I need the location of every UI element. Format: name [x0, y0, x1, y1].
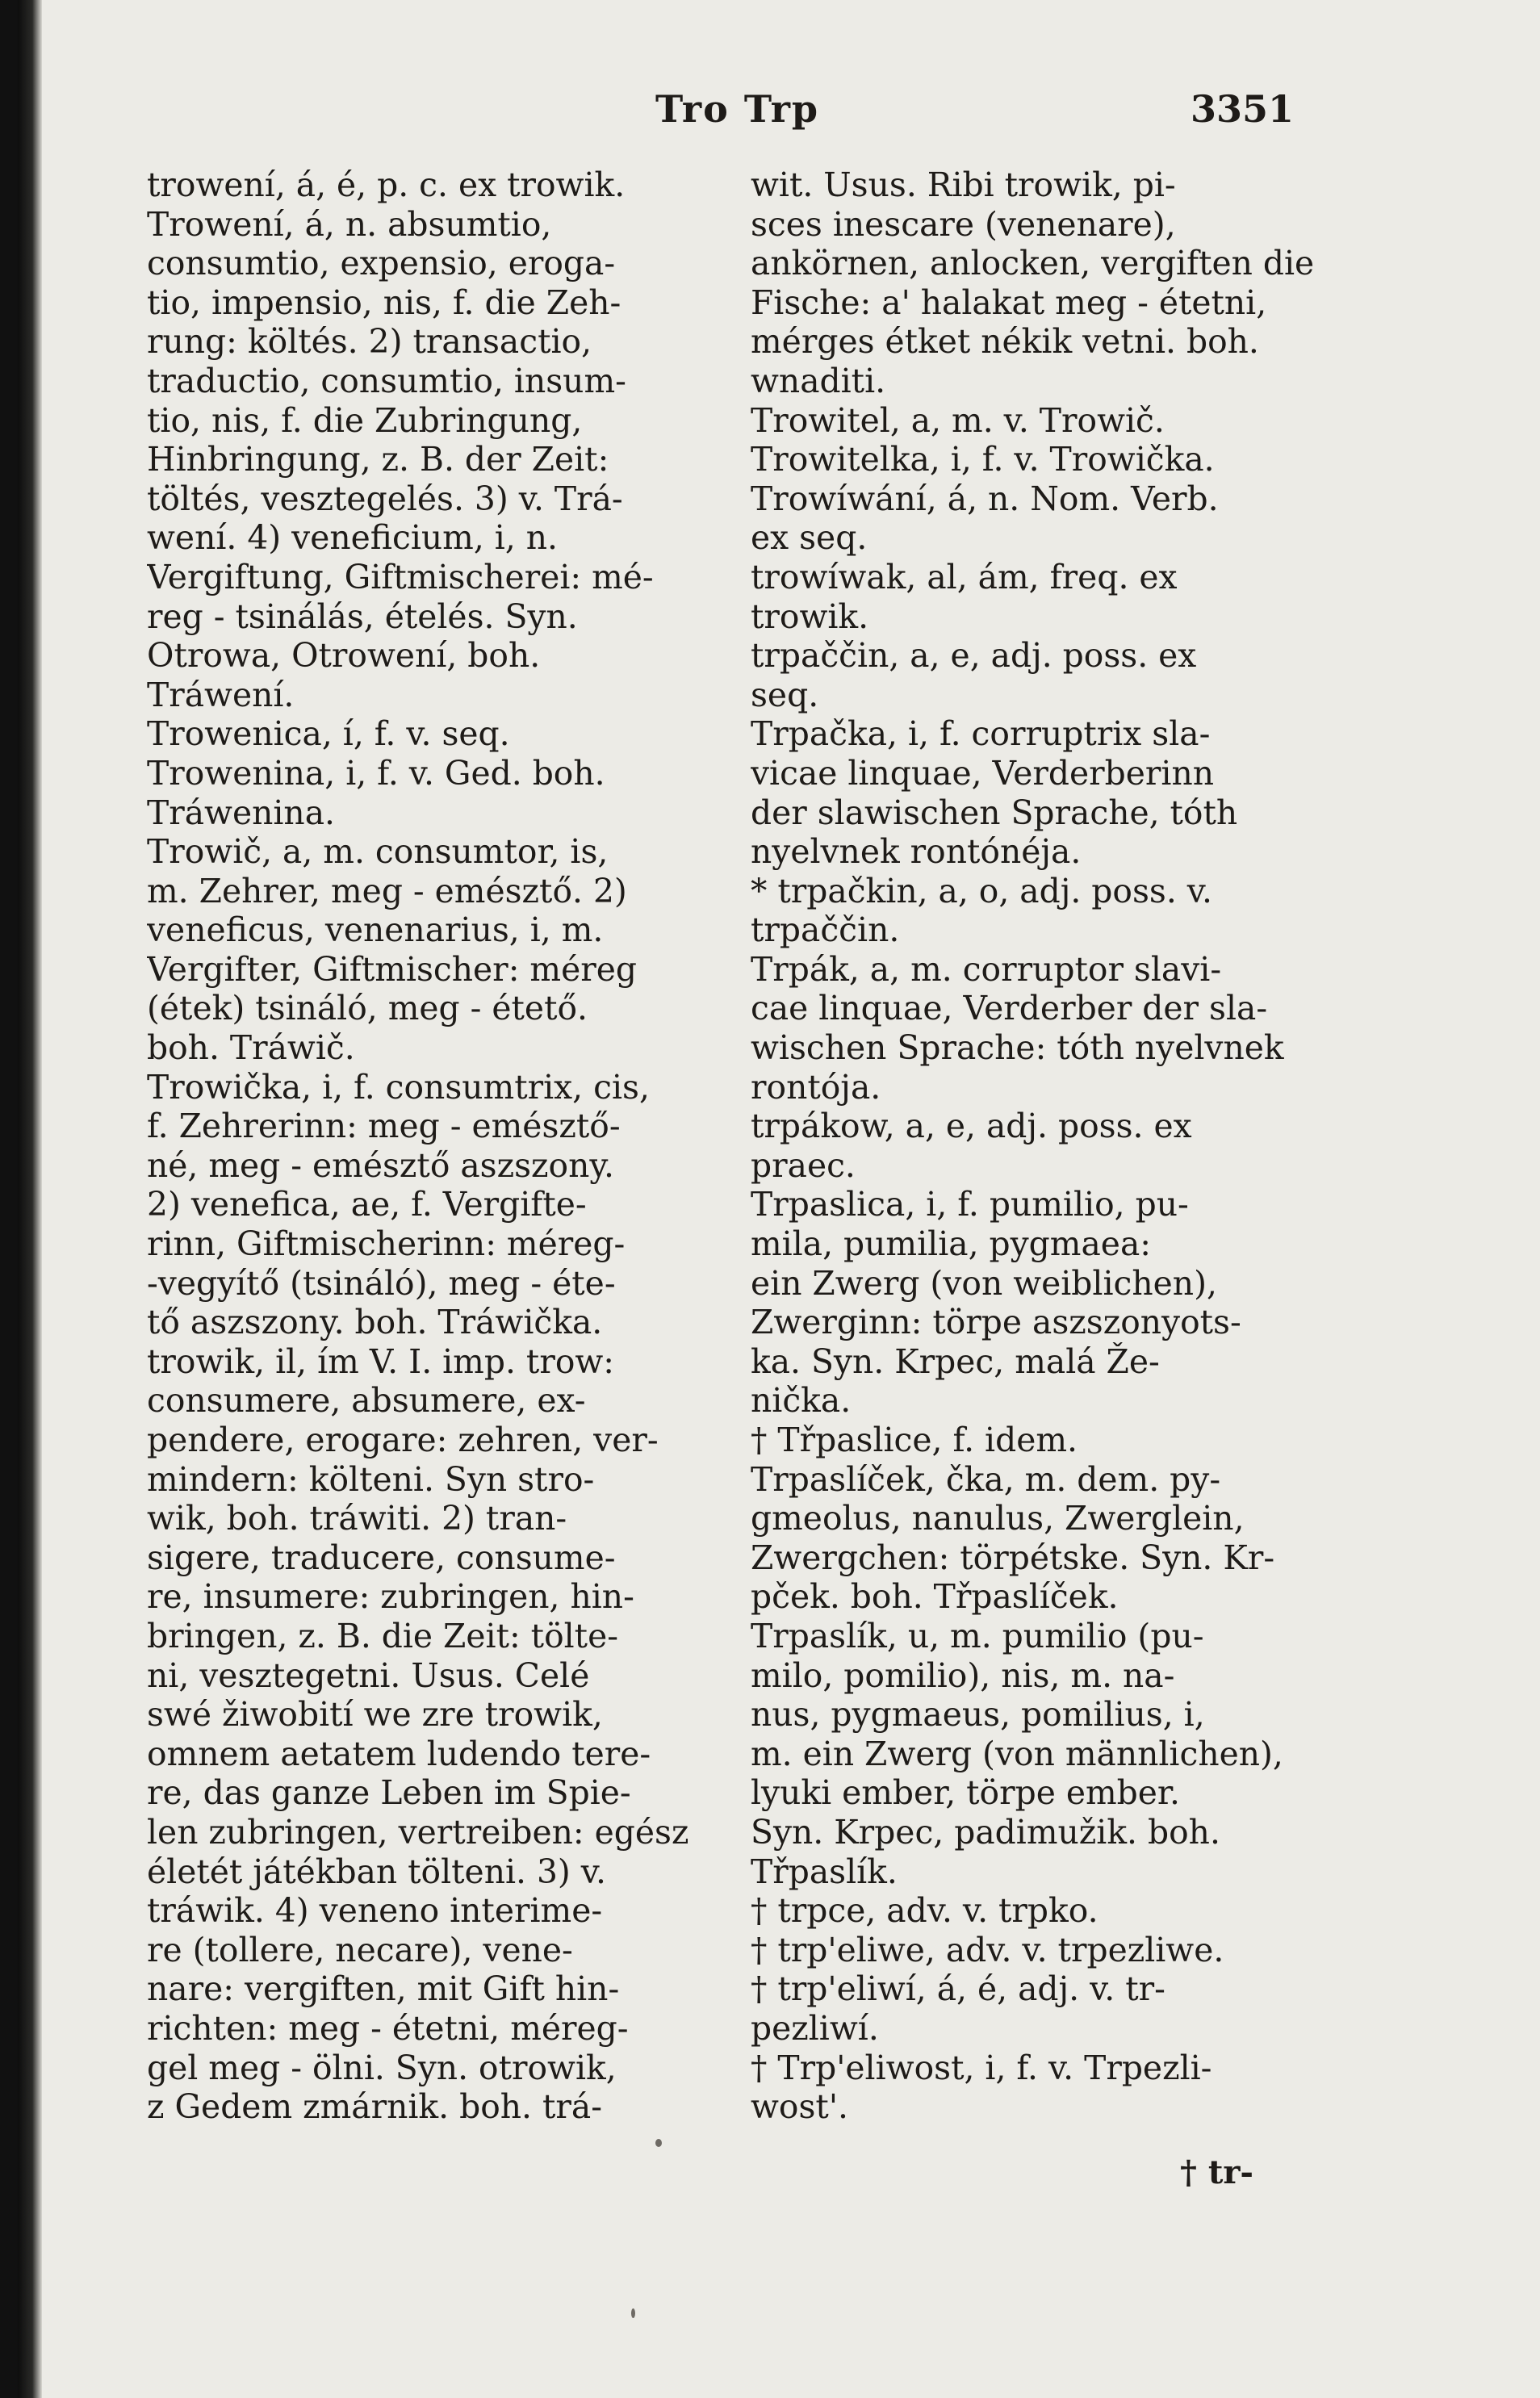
- dictionary-line: ein Zwerg (von weiblichen),: [751, 1263, 1217, 1303]
- dictionary-line: pček. boh. Třpaslíček.: [751, 1577, 1119, 1617]
- dictionary-line: Otrowa, Otrowení, boh.: [147, 636, 541, 676]
- page-header: [18, 87, 1540, 136]
- dictionary-line: Trowitel, a, m. v. Trowič.: [751, 400, 1165, 440]
- dictionary-line: Syn. Krpec, padimužik. boh.: [751, 1812, 1220, 1852]
- dictionary-line: † Třpaslice, f. idem.: [751, 1421, 1078, 1459]
- dictionary-line: ankörnen, anlocken, vergiften die: [751, 244, 1315, 283]
- dictionary-line: * trpačkin, a, o, adj. poss. v.: [751, 871, 1212, 910]
- dictionary-line: tio, impensio, nis, f. die Zeh-: [147, 282, 621, 322]
- dictionary-line: omnem aetatem ludendo tere-: [147, 1734, 651, 1773]
- dictionary-line: ex seq.: [751, 518, 868, 558]
- dictionary-line: † trp'eliwí, á, é, adj. v. tr-: [751, 1969, 1165, 2009]
- dictionary-line: Vergifter, Giftmischer: méreg: [147, 949, 637, 989]
- dictionary-line: életét játékban tölteni. 3) v.: [147, 1852, 606, 1891]
- dictionary-line: vicae linquae, Verderberinn: [751, 753, 1215, 793]
- dictionary-line: † trpce, adv. v. trpko.: [751, 1891, 1099, 1931]
- dictionary-line: bringen, z. B. die Zeit: tölte-: [147, 1616, 619, 1655]
- dictionary-line: wení. 4) veneficium, i, n.: [147, 518, 559, 558]
- dictionary-line: sces inescare (venenare),: [751, 204, 1176, 244]
- dictionary-line: wischen Sprache: tóth nyelvnek: [751, 1028, 1284, 1068]
- dictionary-line: nyelvnek rontónéja.: [751, 832, 1082, 872]
- dictionary-line: sigere, traducere, consume-: [147, 1538, 616, 1577]
- dictionary-line: mila, pumilia, pygmaea:: [751, 1224, 1152, 1264]
- right-column: [751, 165, 1332, 2127]
- dictionary-line: Zwerginn: törpe aszszonyots-: [751, 1303, 1241, 1342]
- dictionary-line: veneficus, venenarius, i, m.: [147, 910, 604, 950]
- dictionary-line: wit. Usus. Ribi trowik, pi-: [751, 165, 1176, 204]
- dictionary-line: né, meg - emésztő aszszony.: [147, 1145, 614, 1185]
- running-head: Tro Trp: [655, 87, 820, 131]
- dictionary-line: trowik.: [751, 596, 869, 636]
- dictionary-line: töltés, vesztegelés. 3) v. Trá-: [147, 479, 623, 518]
- dictionary-line: pezliwí.: [751, 2008, 879, 2048]
- dictionary-line: gel meg - ölni. Syn. otrowik,: [147, 2048, 617, 2087]
- dictionary-line: Vergiftung, Giftmischerei: mé-: [147, 557, 654, 596]
- dictionary-line: Trpák, a, m. corruptor slavi-: [751, 949, 1222, 989]
- dictionary-line: Tráwenina.: [147, 793, 335, 832]
- dictionary-line: re (tollere, necare), vene-: [147, 1930, 573, 1969]
- dictionary-line: nare: vergiften, mit Gift hin-: [147, 1969, 620, 2009]
- scanned-page: [18, 0, 1540, 2398]
- dictionary-line: 2) venefica, ae, f. Vergifte-: [147, 1185, 587, 1224]
- dictionary-line: der slawischen Sprache, tóth: [751, 793, 1238, 832]
- dictionary-line: consumtio, expensio, eroga-: [147, 244, 616, 283]
- dictionary-line: len zubringen, vertreiben: egész: [147, 1812, 689, 1852]
- dictionary-line: mindern: költeni. Syn stro-: [147, 1459, 595, 1499]
- dictionary-line: reg - tsinálás, ételés. Syn.: [147, 596, 578, 636]
- dictionary-line: ka. Syn. Krpec, malá Že-: [751, 1341, 1160, 1381]
- dictionary-line: Fische: a' halakat meg - étetni,: [751, 282, 1267, 322]
- dictionary-line: nus, pygmaeus, pomilius, i,: [751, 1695, 1205, 1735]
- dictionary-line: milo, pomilio), nis, m. na-: [751, 1655, 1175, 1695]
- dictionary-line: (étek) tsináló, meg - étető.: [147, 989, 588, 1028]
- dictionary-line: trpaččin, a, e, adj. poss. ex: [751, 636, 1197, 676]
- page-gutter-shadow: [18, 0, 42, 2398]
- dictionary-line: m. Zehrer, meg - emésztő. 2): [147, 871, 627, 910]
- dictionary-line: tráwik. 4) veneno interime-: [147, 1891, 603, 1931]
- dictionary-line: trowíwak, al, ám, freq. ex: [751, 557, 1178, 596]
- dictionary-line: rontója.: [751, 1067, 881, 1107]
- page-number: 3351: [1190, 87, 1294, 131]
- dictionary-line: consumere, absumere, ex-: [147, 1381, 586, 1421]
- dictionary-line: wnaditi.: [751, 361, 886, 400]
- dictionary-line: Trpaslíček, čka, m. dem. py-: [751, 1459, 1221, 1499]
- dictionary-line: wost'.: [751, 2087, 848, 2127]
- dictionary-line: Trowitelka, i, f. v. Trowička.: [751, 440, 1215, 479]
- dictionary-line: † Trp'eliwost, i, f. v. Trpezli-: [751, 2048, 1212, 2087]
- dictionary-line: m. ein Zwerg (von männlichen),: [751, 1734, 1283, 1773]
- dictionary-line: praec.: [751, 1145, 856, 1185]
- dictionary-line: Trowíwání, á, n. Nom. Verb.: [751, 479, 1219, 518]
- print-speck: [631, 2308, 635, 2318]
- dictionary-line: f. Zehrerinn: meg - emésztő-: [147, 1107, 621, 1146]
- dictionary-line: rinn, Giftmischerinn: méreg-: [147, 1224, 626, 1264]
- dictionary-line: lyuki ember, törpe ember.: [751, 1773, 1180, 1813]
- dictionary-line: tő aszszony. boh. Tráwička.: [147, 1303, 603, 1342]
- dictionary-line: nička.: [751, 1381, 852, 1421]
- dictionary-line: Trowič, a, m. consumtor, is,: [147, 832, 609, 872]
- dictionary-line: Trowenina, i, f. v. Ged. boh.: [147, 753, 605, 793]
- dictionary-line: Trpaslík, u, m. pumilio (pu-: [751, 1616, 1204, 1655]
- dictionary-line: Zwergchen: törpétske. Syn. Kr-: [751, 1538, 1275, 1577]
- dictionary-line: trowik, il, ím V. I. imp. trow:: [147, 1341, 615, 1381]
- dictionary-line: Trowení, á, n. absumtio,: [147, 204, 552, 244]
- dictionary-line: traductio, consumtio, insum-: [147, 361, 626, 400]
- catchword: † tr-: [1180, 2153, 1253, 2191]
- dictionary-line: trowení, á, é, p. c. ex trowik.: [147, 165, 626, 204]
- dictionary-line: rung: költés. 2) transactio,: [147, 322, 592, 362]
- dictionary-line: seq.: [751, 675, 819, 714]
- dictionary-line: ni, vesztegetni. Usus. Celé: [147, 1655, 590, 1695]
- dictionary-line: Trowička, i, f. consumtrix, cis,: [147, 1067, 650, 1107]
- dictionary-line: Třpaslík.: [751, 1852, 898, 1891]
- dictionary-line: re, das ganze Leben im Spie-: [147, 1773, 631, 1813]
- dictionary-line: Tráwení.: [147, 675, 295, 714]
- dictionary-line: gmeolus, nanulus, Zwerglein,: [751, 1499, 1245, 1538]
- left-column: [147, 165, 717, 2127]
- dictionary-line: Trpaslica, i, f. pumilio, pu-: [751, 1185, 1189, 1224]
- print-speck: [655, 2139, 662, 2147]
- dictionary-line: cae linquae, Verderber der sla-: [751, 989, 1268, 1028]
- dictionary-line: swé žiwobití we zre trowik,: [147, 1695, 603, 1735]
- dictionary-line: z Gedem zmárnik. boh. trá-: [147, 2087, 602, 2127]
- dictionary-line: trpákow, a, e, adj. poss. ex: [751, 1107, 1192, 1146]
- dictionary-line: tio, nis, f. die Zubringung,: [147, 400, 583, 440]
- dictionary-line: -vegyítő (tsináló), meg - éte-: [147, 1263, 616, 1303]
- dictionary-line: Trowenica, í, f. v. seq.: [147, 714, 510, 754]
- dictionary-line: Trpačka, i, f. corruptrix sla-: [751, 714, 1211, 754]
- dictionary-line: mérges étket nékik vetni. boh.: [751, 322, 1259, 362]
- dictionary-line: pendere, erogare: zehren, ver-: [147, 1421, 659, 1459]
- dictionary-line: trpaččin.: [751, 910, 900, 950]
- dictionary-line: Hinbringung, z. B. der Zeit:: [147, 440, 609, 479]
- dictionary-line: boh. Tráwič.: [147, 1028, 355, 1068]
- dictionary-line: re, insumere: zubringen, hin-: [147, 1577, 634, 1617]
- dictionary-line: † trp'eliwe, adv. v. trpezliwe.: [751, 1930, 1224, 1969]
- dictionary-line: richten: meg - étetni, méreg-: [147, 2008, 629, 2048]
- dictionary-line: wik, boh. tráwiti. 2) tran-: [147, 1499, 567, 1538]
